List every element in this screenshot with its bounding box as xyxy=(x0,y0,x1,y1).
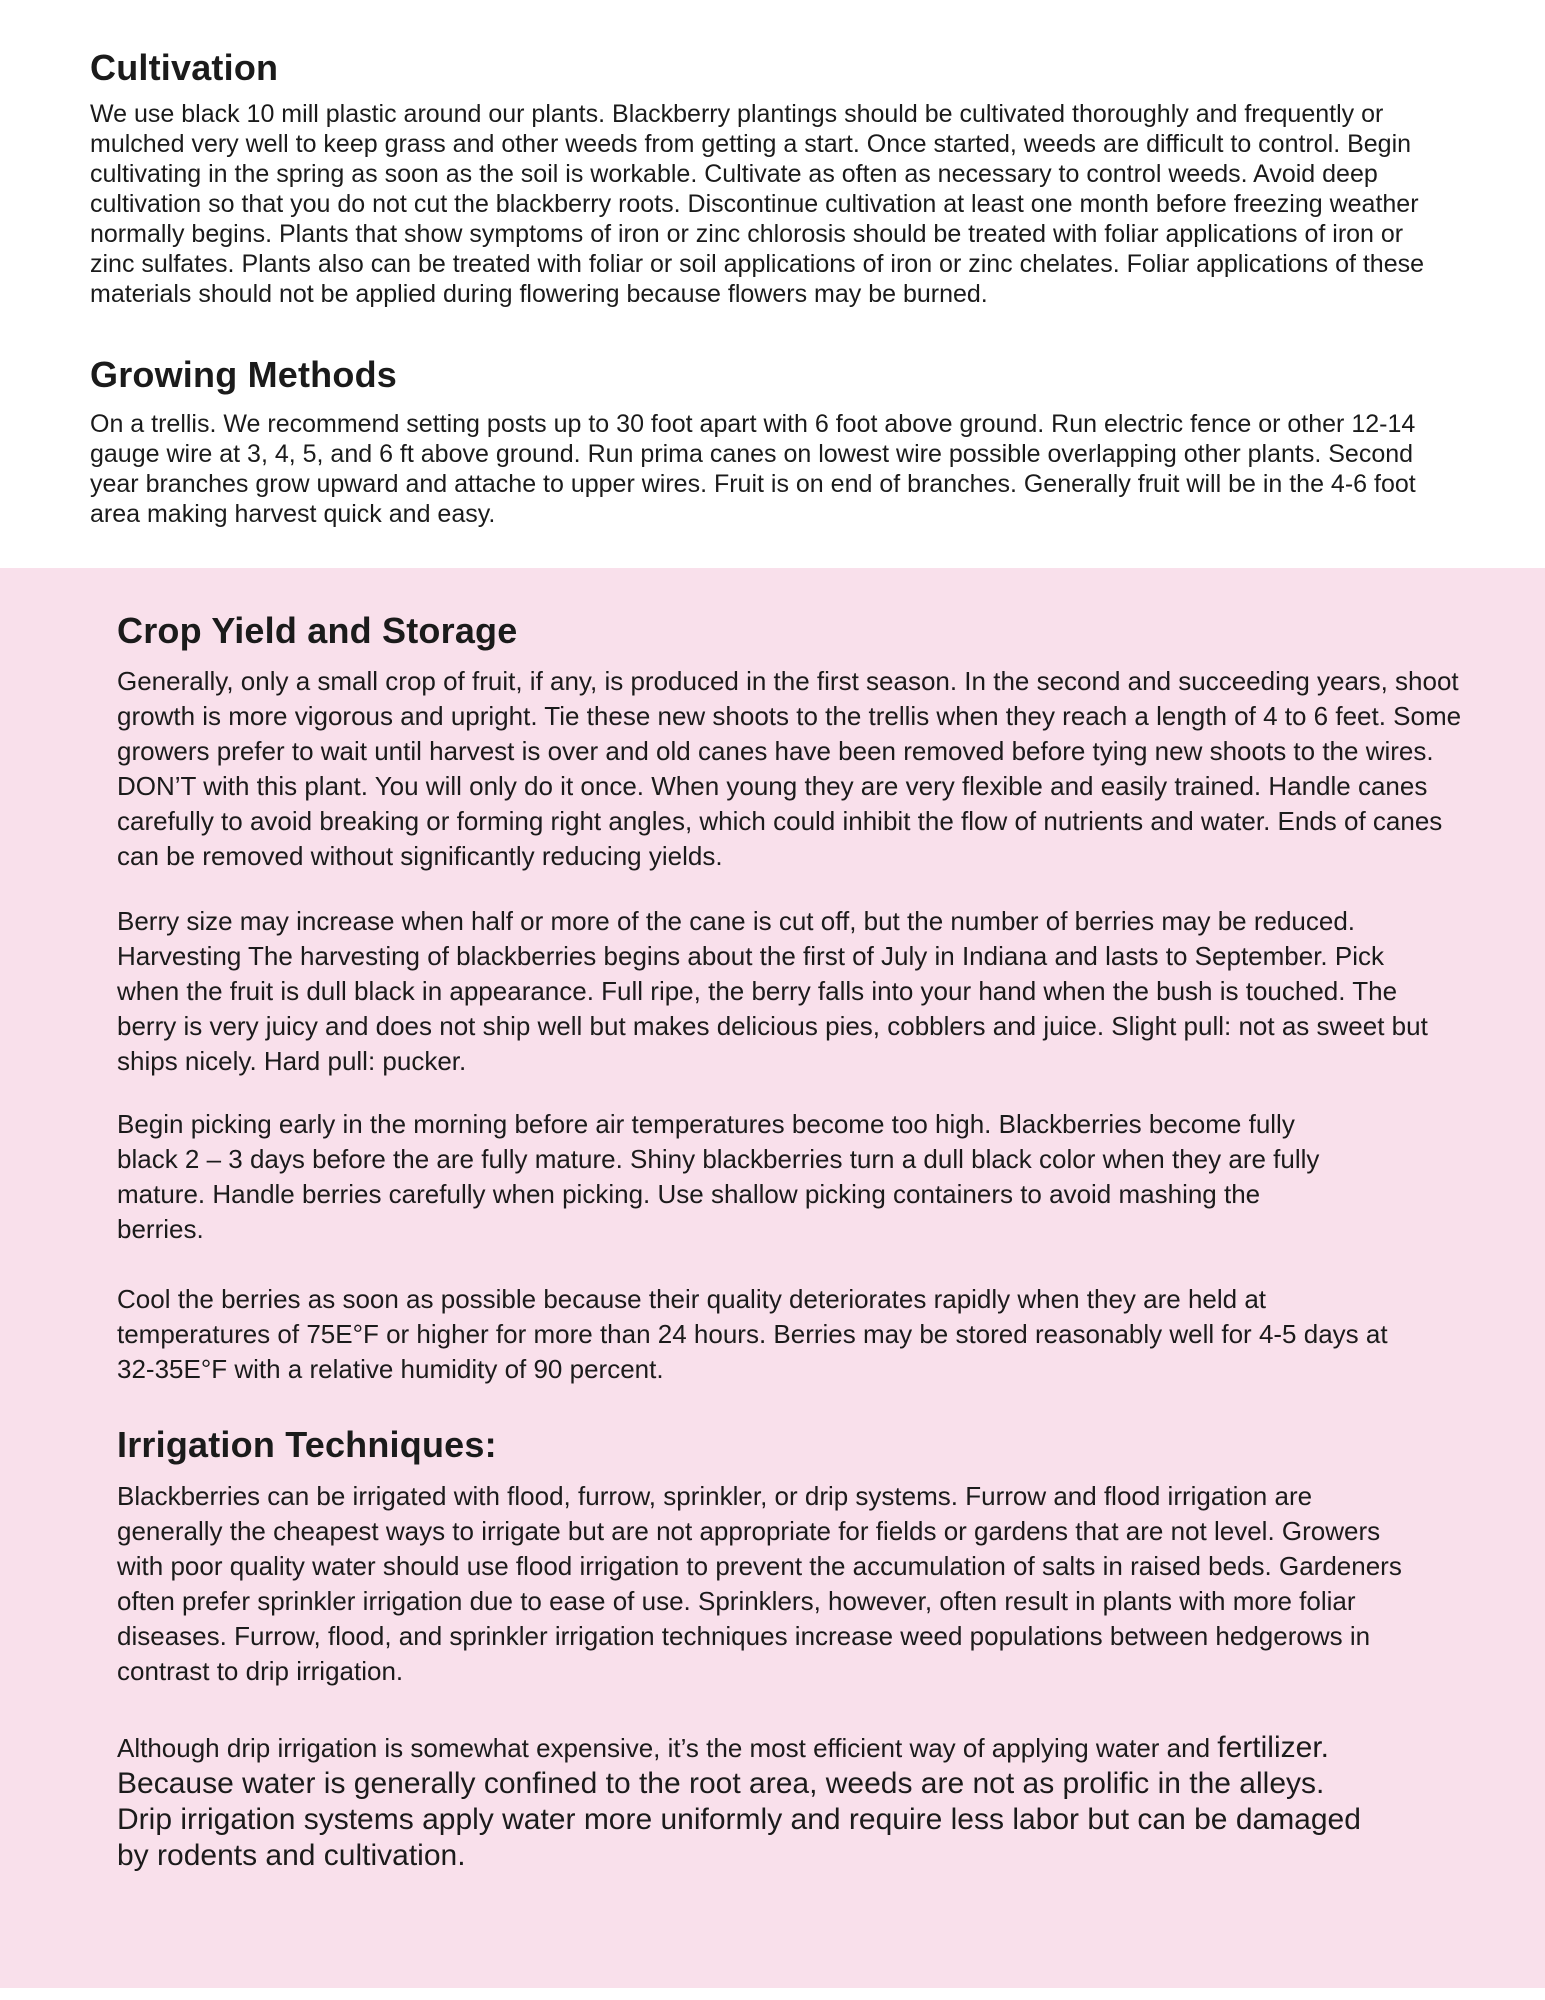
crop-yield-heading: Crop Yield and Storage xyxy=(117,610,518,651)
cultivation-heading: Cultivation xyxy=(90,47,279,88)
growing-methods-heading: Growing Methods xyxy=(90,354,397,395)
drip-irrigation-paragraph xyxy=(117,1730,1387,1874)
drip-irrigation-lead-text: Although drip irrigation is somewhat expensive, it’s the most efficient way of applying water and xyxy=(117,1733,1218,1763)
picking-paragraph: Begin picking early in the morning before air temperatures become too high. Blackberries become fully black 2 – 3 days before the are fully mature. Shiny blackberries turn a dull black color when they are fully mature. Handle berries carefully when picking. Use shallow picking containers to avoid mashing the berries. xyxy=(117,1109,1320,1244)
cultivation-paragraph: We use black 10 mill plastic around our plants. Blackberry plantings should be cultivated thoroughly and frequently or mulched very well to keep grass and other weeds from getting a start. Once started, weeds are difficult to control. Begin cultivating in the spring as soon as the soil is workable. Cultivate as often as necessary to control weeds. Avoid deep cultivation so that you do not cut the blackberry roots. Discontinue cultivation at least one month before freezing weather normally begins. Plants that show symptoms of iron or zinc chlorosis should be treated with foliar applications of iron or zinc sulfates. Plants also can be treated with foliar or soil applications of iron or zinc chelates. Foliar applications of these materials should not be applied during flowering because flowers may be burned. xyxy=(90,100,1425,308)
berry-size-paragraph: Berry size may increase when half or more of the cane is cut off, but the number of berries may be reduced. Harvesting The harvesting of blackberries begins about the first of July in Indiana and lasts to September. Pick when the fruit is dull black in appearance. Full ripe, the berry falls into your hand when the bush is touched. The berry is very juicy and does not ship well but makes delicious pies, cobblers and juice. Slight pull: not as sweet but ships nicely. Hard pull: pucker. xyxy=(117,906,1428,1076)
irrigation-techniques-heading: Irrigation Techniques: xyxy=(117,1424,497,1465)
drip-irrigation-rest-text: fertilizer. Because water is generally confined to the root area, weeds are not as prolific in the alleys. Drip irrigation systems apply water more uniformly and require less labor but can be damaged by rodents and cultivation. xyxy=(117,1731,1361,1872)
irrigation-paragraph: Blackberries can be irrigated with flood, furrow, sprinkler, or drip systems. Furrow and flood irrigation are generally the cheapest ways to irrigate but are not appropriate for fields or gardens that are not level. Growers with poor quality water should use flood irrigation to prevent the accumulation of salts in raised beds. Gardeners often prefer sprinkler irrigation due to ease of use. Sprinklers, however, often result in plants with more foliar diseases. Furrow, flood, and sprinkler irrigation techniques increase weed populations between hedgerows in contrast to drip irrigation. xyxy=(117,1481,1402,1686)
growing-methods-paragraph: On a trellis. We recommend setting posts up to 30 foot apart with 6 foot above ground. Run electric fence or other 12-14 gauge wire at 3, 4, 5, and 6 ft above ground. Run prima canes on lowest wire possible overlapping other plants. Second year branches grow upward and attache to upper wires. Fruit is on end of branches. Generally fruit will be in the 4-6 foot area making harvest quick and easy. xyxy=(90,410,1416,528)
crop-yield-paragraph: Generally, only a small crop of fruit, if any, is produced in the first season. In the second and succeeding years, shoot growth is more vigorous and upright. Tie these new shoots to the trellis when they reach a length of 4 to 6 feet. Some growers prefer to wait until harvest is over and old canes have been removed before tying new shoots to the wires. DON’T with this plant. You will only do it once. When young they are very flexible and easily trained. Handle canes carefully to avoid breaking or forming right angles, which could inhibit the flow of nutrients and water. Ends of canes can be removed without significantly reducing yields. xyxy=(117,666,1462,871)
cooling-storage-paragraph: Cool the berries as soon as possible because their quality deteriorates rapidly when they are held at temperatures of 75E°F or higher for more than 24 hours. Berries may be stored reasonably well for 4-5 days at 32-35E°F with a relative humidity of 90 percent. xyxy=(117,1284,1388,1384)
crop-yield-section xyxy=(0,568,1545,1988)
cultivation-section xyxy=(0,0,1545,568)
